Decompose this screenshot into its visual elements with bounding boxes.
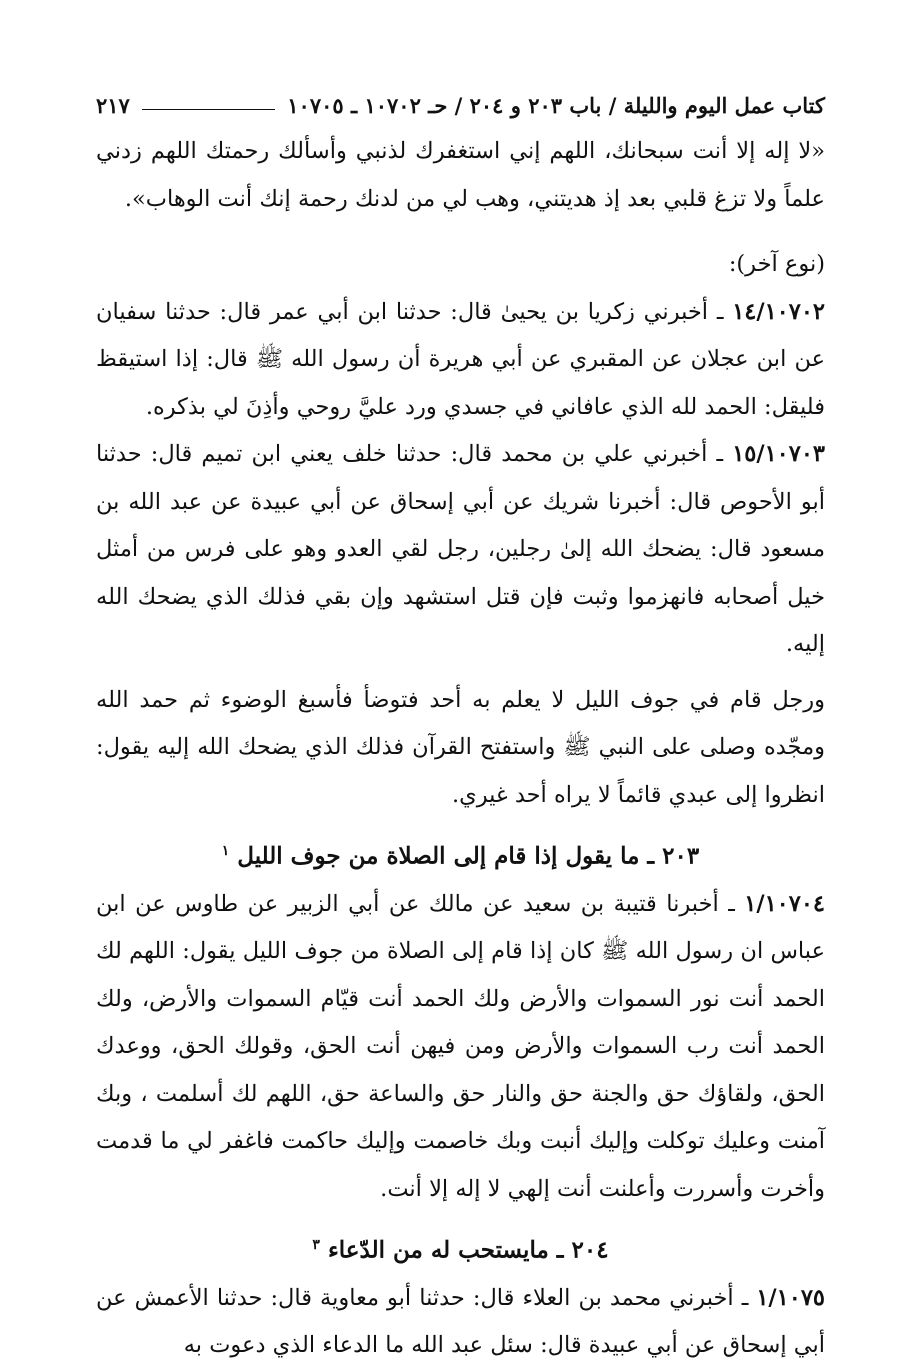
hadith-text: ـ أخبرنا قتيبة بن سعيد عن مالك عن أبي الزبير عن طاوس عن ابن عباس ان رسول الله ﷺ كان إذا قام إلى الصلاة من جوف الليل يقول: اللهم لك الحمد أنت نور السموات والأرض ولك الحمد أنت قيّام السموات والأرض، ولك الحمد أنت رب السموات والأرض ومن فيهن أنت الحق، وقولك الحق، ووعدك الحق، ولقاؤك حق والجنة حق والنار حق والساعة حق، اللهم لك أسلمت ، وبك آمنت وعليك توكلت وإليك أنبت وبك خاصمت وإليك حاكمت فاغفر لي ما قدمت وأخرت وأسررت وأعلنت أنت إلهي لا إله إلا أنت. bbox=[96, 890, 825, 1202]
spacer bbox=[96, 223, 825, 241]
chapter-heading-204 bbox=[96, 1221, 825, 1275]
page-number: ٢١٧ bbox=[96, 93, 130, 118]
chapter-heading-203 bbox=[96, 827, 825, 881]
chapter-title: ٢٠٣ ـ ما يقول إذا قام إلى الصلاة من جوف الليل bbox=[237, 842, 700, 870]
header-title: كتاب عمل اليوم والليلة / باب ٢٠٣ و ٢٠٤ / حـ ١٠٧٠٢ ـ ١٠٧٠٥ bbox=[287, 93, 825, 118]
hadith-number: ١/١٠٧٠٤ bbox=[744, 890, 825, 917]
dua-paragraph: «لا إله إلا أنت سبحانك، اللهم إني استغفرك لذنبي وأسألك رحمتك اللهم زدني علماً ولا تزغ قلبي بعد إذ هديتني، وهب لي من لدنك رحمة إنك أنت الوهاب». bbox=[96, 138, 825, 212]
hadith-text: ـ أخبرني محمد بن العلاء قال: حدثنا أبو معاوية قال: حدثنا الأعمش عن أبي إسحاق عن أبي عبيدة قال: سئل عبد الله ما الدعاء الذي دعوت به bbox=[96, 1284, 825, 1359]
running-header bbox=[96, 78, 825, 118]
header-rule bbox=[142, 109, 275, 110]
footnote-marker: ١ bbox=[221, 843, 230, 859]
hadith-10703 bbox=[96, 431, 825, 669]
hadith-number: ١/١٠٧٥ bbox=[756, 1284, 825, 1311]
hadith-10703-continued: ورجل قام في جوف الليل لا يعلم به أحد فتوضأ فأسبغ الوضوء ثم حمد الله ومجّده وصلى على النبي ﷺ واستفتح القرآن فذلك الذي يضحك الله إليه يقول: انظروا إلى عبدي قائماً لا يراه أحد غيري. bbox=[96, 686, 825, 808]
hadith-number: ١٥/١٠٧٠٣ bbox=[732, 441, 825, 467]
hadith-10704 bbox=[96, 881, 825, 1214]
chapter-title: ٢٠٤ ـ مايستحب له من الدّعاء bbox=[327, 1236, 609, 1264]
hadith-text: ـ أخبرني زكريا بن يحيىٰ قال: حدثنا ابن أبي عمر قال: حدثنا سفيان عن ابن عجلان عن المقبري عن أبي هريرة أن رسول الله ﷺ قال: إذا استيقظ فليقل: الحمد لله الذي عافاني في جسدي ورد عليَّ روحي وأذِنَ لي بذكره. bbox=[96, 298, 825, 420]
footnote-marker: ٣ bbox=[312, 1237, 320, 1254]
hadith-text: ـ أخبرني علي بن محمد قال: حدثنا خلف يعني ابن تميم قال: حدثنا أبو الأحوص قال: أخبرنا شريك عن أبي إسحاق عن أبي عبيدة عن عبد الله بن مسعود قال: يضحك الله إلىٰ رجلين، رجل لقي العدو وهو على فرس من أمثل خيل أصحابه فانهزموا وثبت فإن قتل استشهد وإن بقي فذلك الذي يضحك الله إليه. bbox=[96, 441, 825, 657]
naw-akhar-label: (نوع آخر): bbox=[728, 251, 825, 277]
hadith-10702 bbox=[96, 289, 825, 432]
hadith-number: ١٤/١٠٧٠٢ bbox=[732, 298, 825, 325]
hadith-1075 bbox=[96, 1275, 825, 1370]
